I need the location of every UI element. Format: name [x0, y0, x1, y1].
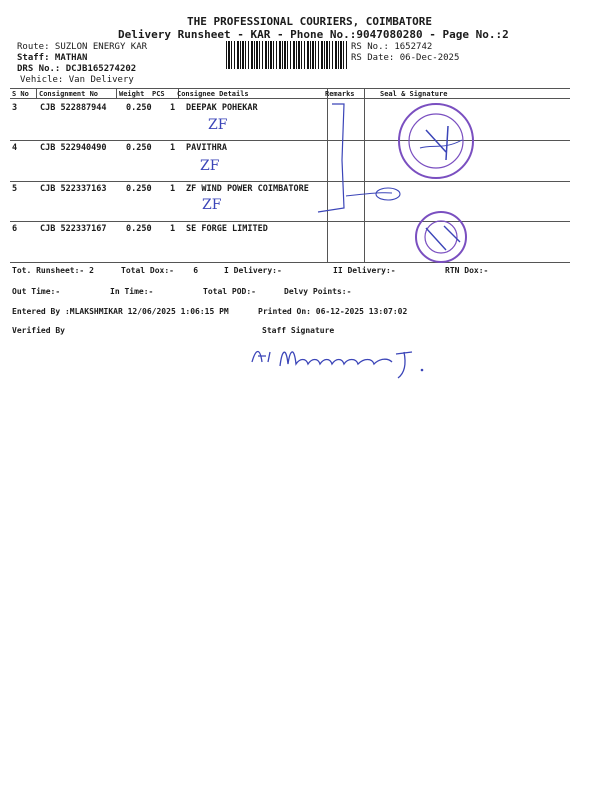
row-consignee: DEEPAK POHEKAR	[186, 103, 258, 113]
row-pcs: 1	[170, 224, 176, 234]
delivery-points: Delvy Points:-	[284, 287, 352, 296]
row-consignee: ZF WIND POWER COIMBATORE	[186, 184, 309, 194]
table-bottom-border	[10, 262, 570, 263]
row-pcs: 1	[170, 103, 176, 113]
header-consignment: Consignment No	[39, 90, 99, 98]
col-divider	[36, 88, 37, 98]
staff-handwritten-signature	[246, 340, 436, 385]
handwritten-note: ZF	[208, 117, 228, 133]
first-delivery: I Delivery:-	[224, 266, 282, 275]
staff-label: Staff: MATHAN	[17, 53, 88, 63]
row-consignment: CJB 522337167	[40, 224, 107, 234]
row-consignee: PAVITHRA	[186, 143, 227, 153]
row-weight: 0.250	[126, 224, 152, 234]
row-divider	[10, 221, 570, 222]
row-consignment: CJB 522887944	[40, 103, 107, 113]
handwritten-note: ZF	[202, 197, 222, 213]
barcode-image	[226, 41, 348, 69]
company-title: THE PROFESSIONAL COURIERS, COIMBATORE	[187, 15, 433, 28]
row-consignment: CJB 522337163	[40, 184, 107, 194]
col-divider	[116, 88, 117, 98]
header-pcs: PCS	[152, 90, 165, 98]
row-weight: 0.250	[126, 143, 152, 153]
total-dox: Total Dox:- 6	[121, 266, 199, 275]
row-divider	[10, 140, 570, 141]
runsheet-subtitle: Delivery Runsheet - KAR - Phone No.:9047080280 - Page No.:2	[118, 28, 509, 41]
remarks-bracket-scribble	[310, 100, 410, 220]
row-sno: 6	[12, 224, 18, 234]
header-consignee: Consignee Details	[177, 90, 249, 98]
out-time: Out Time:-	[12, 287, 61, 296]
route-label: Route: SUZLON ENERGY KAR	[17, 42, 148, 52]
printed-on: Printed On: 06-12-2025 13:07:02	[258, 307, 408, 316]
in-time: In Time:-	[110, 287, 154, 296]
company-seal-stamp	[396, 100, 476, 182]
row-weight: 0.250	[126, 103, 152, 113]
row-consignment: CJB 522940490	[40, 143, 107, 153]
rtn-dox: RTN Dox:-	[445, 266, 489, 275]
rs-number: RS No.: 1652742	[351, 42, 433, 52]
total-pod: Total POD:-	[203, 287, 256, 296]
entered-by: Entered By :MLAKSHMIKAR 12/06/2025 1:06:15 PM	[12, 307, 229, 316]
row-pcs: 1	[170, 143, 176, 153]
row-weight: 0.250	[126, 184, 152, 194]
handwritten-note: ZF	[200, 158, 220, 174]
drs-label: DRS No.: DCJB165274202	[17, 64, 137, 74]
header-seal: Seal & Signature	[380, 90, 448, 98]
row-consignee: SE FORGE LIMITED	[186, 224, 268, 234]
delivery-seal-stamp	[410, 208, 472, 266]
header-weight: Weight	[119, 90, 145, 98]
vehicle-label: Vehicle: Van Delivery	[20, 75, 134, 85]
verified-by: Verified By	[12, 326, 65, 335]
row-sno: 5	[12, 184, 18, 194]
header-sno: S No	[12, 90, 29, 98]
table-header-border	[10, 98, 570, 99]
row-divider	[10, 181, 570, 182]
row-sno: 4	[12, 143, 18, 153]
second-delivery: II Delivery:-	[333, 266, 396, 275]
rs-date: RS Date: 06-Dec-2025	[351, 53, 460, 63]
row-sno: 3	[12, 103, 18, 113]
row-pcs: 1	[170, 184, 176, 194]
table-top-border	[10, 88, 570, 89]
staff-signature-label: Staff Signature	[262, 326, 335, 335]
header-remarks: Remarks	[325, 90, 355, 98]
total-runsheet: Tot. Runsheet:- 2	[12, 266, 94, 275]
